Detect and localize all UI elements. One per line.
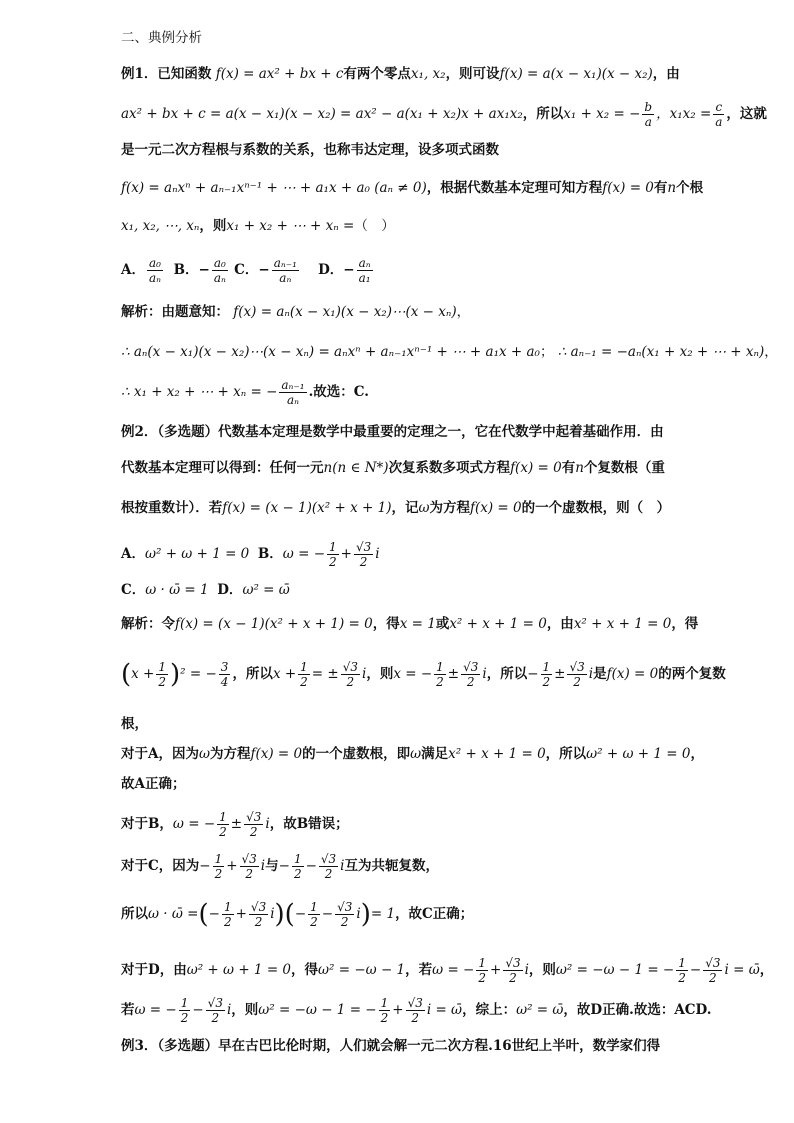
ex2-label: 例2． bbox=[121, 424, 158, 440]
ex1-text: 有 bbox=[653, 180, 668, 196]
ex1-answer: .故选：C. bbox=[308, 384, 369, 400]
ex2-line2: 代数基本定理可以得到：任何一元n(n ∈ N*)次复系数多项式方程f(x) = 0有n个复数根（重 bbox=[121, 460, 665, 476]
ex1-line3: 是一元二次方程根与系数的关系，也称韦达定理，设多项式函数 bbox=[121, 142, 499, 158]
ex1-text: ，所以 bbox=[522, 106, 564, 122]
option-a: A． bbox=[121, 262, 145, 278]
ex2-line1 bbox=[121, 422, 694, 442]
ex2-case-d1: 对于D，由ω² + ω + 1 = 0，得ω² = −ω − 1，若ω = − $\frac{1}{2}$ + $\frac{√3}{2}$ i，则ω² = −ω − 1 = − $\frac{1}{2}$ − $\frac{√3}{2}$ i = ω̄， bbox=[121, 956, 774, 985]
ex1-text: 由题意知： bbox=[161, 304, 229, 320]
ex2-solution-line3: 根， bbox=[121, 716, 148, 732]
ex1-func: f(x) = ax² + bx + c bbox=[215, 66, 344, 82]
ex1-prod: ，x₁x₂ = bbox=[656, 106, 712, 122]
fraction: $\frac{\text{a₀}}{\text{aₙ}}$ bbox=[148, 256, 162, 285]
ex1-expansion: ax² + bx + c = a(x − x₁)(x − x₂) = ax² − a(x₁ + x₂)x + ax₁x₂ bbox=[121, 106, 523, 122]
ex1-solution-line1: 解析：由题意知： f(x) = aₙ(x − x₁)(x − x₂)⋯(x − xₙ)， bbox=[121, 304, 471, 320]
ex1-options bbox=[121, 256, 694, 285]
ex2-solution-line1: 解析：令f(x) = (x − 1)(x² + x + 1) = 0，得x = 1或x² + x + 1 = 0，由x² + x + 1 = 0，得 bbox=[121, 616, 699, 632]
ex1-text: ，这就 bbox=[726, 106, 767, 122]
solution-label: 解析： bbox=[121, 304, 162, 320]
ex1-roots-list: x₁, x₂, ⋯, xₙ bbox=[121, 218, 200, 234]
ex1-poly: f(x) = aₙxⁿ + aₙ₋₁xⁿ⁻¹ + ⋯ + a₁x + a₀ (aₙ ≠ 0) bbox=[121, 180, 427, 196]
ex1-line2 bbox=[121, 100, 767, 129]
ex1-sol-expr: ∴ aₙ(x − x₁)(x − x₂)⋯(x − xₙ) = aₙxⁿ + aₙ₋₁xⁿ⁻¹ + ⋯ + a₁x + a₀ bbox=[121, 344, 540, 360]
option-d: D．− bbox=[318, 262, 355, 278]
ex1-n: n bbox=[667, 180, 677, 196]
ex2-options-ab: A．ω² + ω + 1 = 0 B．ω = − $\frac{1}{2}$ + $\frac{√3}{2}$ i bbox=[121, 540, 380, 569]
ex2-case-b: 对于B，ω = − $\frac{1}{2}$ ± $\frac{√3}{2}$ i，故B错误； bbox=[121, 810, 349, 839]
fraction: $\frac{c}{a}$ bbox=[715, 100, 723, 129]
ex3-label: 例3． bbox=[121, 1038, 158, 1054]
ex1-eq: f(x) = 0 bbox=[602, 180, 654, 196]
section-title: 二、典例分析 bbox=[121, 30, 202, 46]
ex2-options-cd: C．ω · ω̄ = 1 D．ω² = ω̄ bbox=[121, 582, 290, 598]
ex2-case-c-calc: 所以ω · ω̄ =(− $\frac{1}{2}$ + $\frac{√3}{2}$ i)(− $\frac{1}{2}$ − $\frac{√3}{2}$ i)= 1，故C正确； bbox=[121, 899, 474, 930]
option-b: B． bbox=[257, 546, 283, 562]
ex2-case-a: 对于A，因为ω为方程f(x) = 0的一个虚数根，即ω满足x² + x + 1 = 0，所以ω² + ω + 1 = 0， bbox=[121, 746, 704, 762]
fraction: $\frac{\text{aₙ₋₁}}{\text{aₙ}}$ bbox=[273, 256, 297, 285]
option-c: C． bbox=[121, 582, 146, 598]
ex2-case-c: 对于C，因为− $\frac{1}{2}$ + $\frac{√3}{2}$ i与− $\frac{1}{2}$ − $\frac{√3}{2}$ i互为共轭复数， bbox=[121, 852, 439, 881]
option-d: D． bbox=[217, 582, 243, 598]
fraction: $\frac{\text{aₙ₋₁}}{\text{aₙ}}$ bbox=[281, 378, 305, 407]
ex1-roots: x₁, x₂ bbox=[410, 66, 446, 82]
option-b: B．− bbox=[173, 262, 210, 278]
fraction: $\frac{1}{2}$ bbox=[329, 540, 337, 569]
ex2-text: （多选题）代数基本定理是数学中最重要的定理之一，它在代数学中起着基础作用．由 bbox=[157, 424, 664, 440]
ex1-text: ，根据代数基本定理可知方程 bbox=[426, 180, 603, 196]
ex1-sol-expr: ∴ aₙ₋₁ = −aₙ(x₁ + x₂ + ⋯ + xₙ) bbox=[557, 344, 765, 360]
ex1-text: 个根 bbox=[676, 180, 704, 196]
solution-label: 解析： bbox=[121, 616, 162, 632]
ex3-line1 bbox=[121, 1036, 694, 1056]
answer-blank: （ ） bbox=[354, 218, 395, 234]
ex2-case-a-result: 故A正确； bbox=[121, 776, 186, 792]
ex3-text: （多选题）早在古巴比伦时期，人们就会解一元二次方程.16世纪上半叶，数学家们得 bbox=[157, 1038, 661, 1054]
option-c: C．− bbox=[234, 262, 270, 278]
ex1-line1 bbox=[121, 64, 694, 84]
ex1-label: 例1． bbox=[121, 66, 158, 82]
ex1-line4 bbox=[121, 178, 704, 198]
ex1-text: ，由 bbox=[652, 66, 680, 82]
ex1-sol-expr: f(x) = aₙ(x − x₁)(x − x₂)⋯(x − xₙ) bbox=[233, 304, 457, 320]
fraction: $\frac{√3}{2}$ bbox=[355, 540, 372, 569]
fraction: $\frac{\text{a₀}}{\text{aₙ}}$ bbox=[213, 256, 226, 285]
ex2-line3: 根按重数计）．若f(x) = (x − 1)(x² + x + 1)，记ω为方程f(x) = 0的一个虚数根，则（ ） bbox=[121, 500, 671, 516]
ex1-text: 有两个零点 bbox=[343, 66, 411, 82]
ex1-text: 已知函数 bbox=[157, 66, 212, 82]
ex1-solution-line3 bbox=[121, 378, 694, 407]
ex1-sum: x₁ + x₂ + ⋯ + xₙ = bbox=[226, 218, 355, 234]
ex1-text: ，则可设 bbox=[445, 66, 500, 82]
fraction: $\frac{\text{aₙ}}{\text{a₁}}$ bbox=[358, 256, 371, 285]
ex1-sum: x₁ + x₂ = − bbox=[563, 106, 641, 122]
option-a: A． bbox=[121, 546, 145, 562]
ex1-text: ，则 bbox=[199, 218, 227, 234]
ex1-sol-expr: ∴ x₁ + x₂ + ⋯ + xₙ = − bbox=[121, 384, 278, 400]
ex1-line5 bbox=[121, 216, 694, 236]
fraction: $\frac{b}{a}$ bbox=[644, 100, 653, 129]
ex2-solution-line2: (x + $\frac{1}{2}$ )² = − $\frac{3}{4}$ ，所以x + $\frac{1}{2}$ = ± $\frac{√3}{2}$ i，则x = − $\frac{1}{2}$ ± $\frac{√3}{2}$ i，所以− $\frac{1}{2}$ ± $\frac{√3}{2}$ i是f(x) = 0的两个复数 bbox=[121, 659, 726, 690]
ex1-solution-line2: ∴ aₙ(x − x₁)(x − x₂)⋯(x − xₙ) = aₙxⁿ + aₙ₋₁xⁿ⁻¹ + ⋯ + a₁x + a₀； ∴ aₙ₋₁ = −aₙ(x₁ + x₂ + ⋯ + xₙ)， bbox=[121, 344, 778, 360]
ex1-factored: f(x) = a(x − x₁)(x − x₂) bbox=[499, 66, 653, 82]
ex2-case-d2: 若ω = − $\frac{1}{2}$ − $\frac{√3}{2}$ i，则ω² = −ω − 1 = − $\frac{1}{2}$ + $\frac{√3}{2}$ i = ω̄，综上：ω² = ω̄，故D正确.故选：ACD. bbox=[121, 996, 712, 1025]
